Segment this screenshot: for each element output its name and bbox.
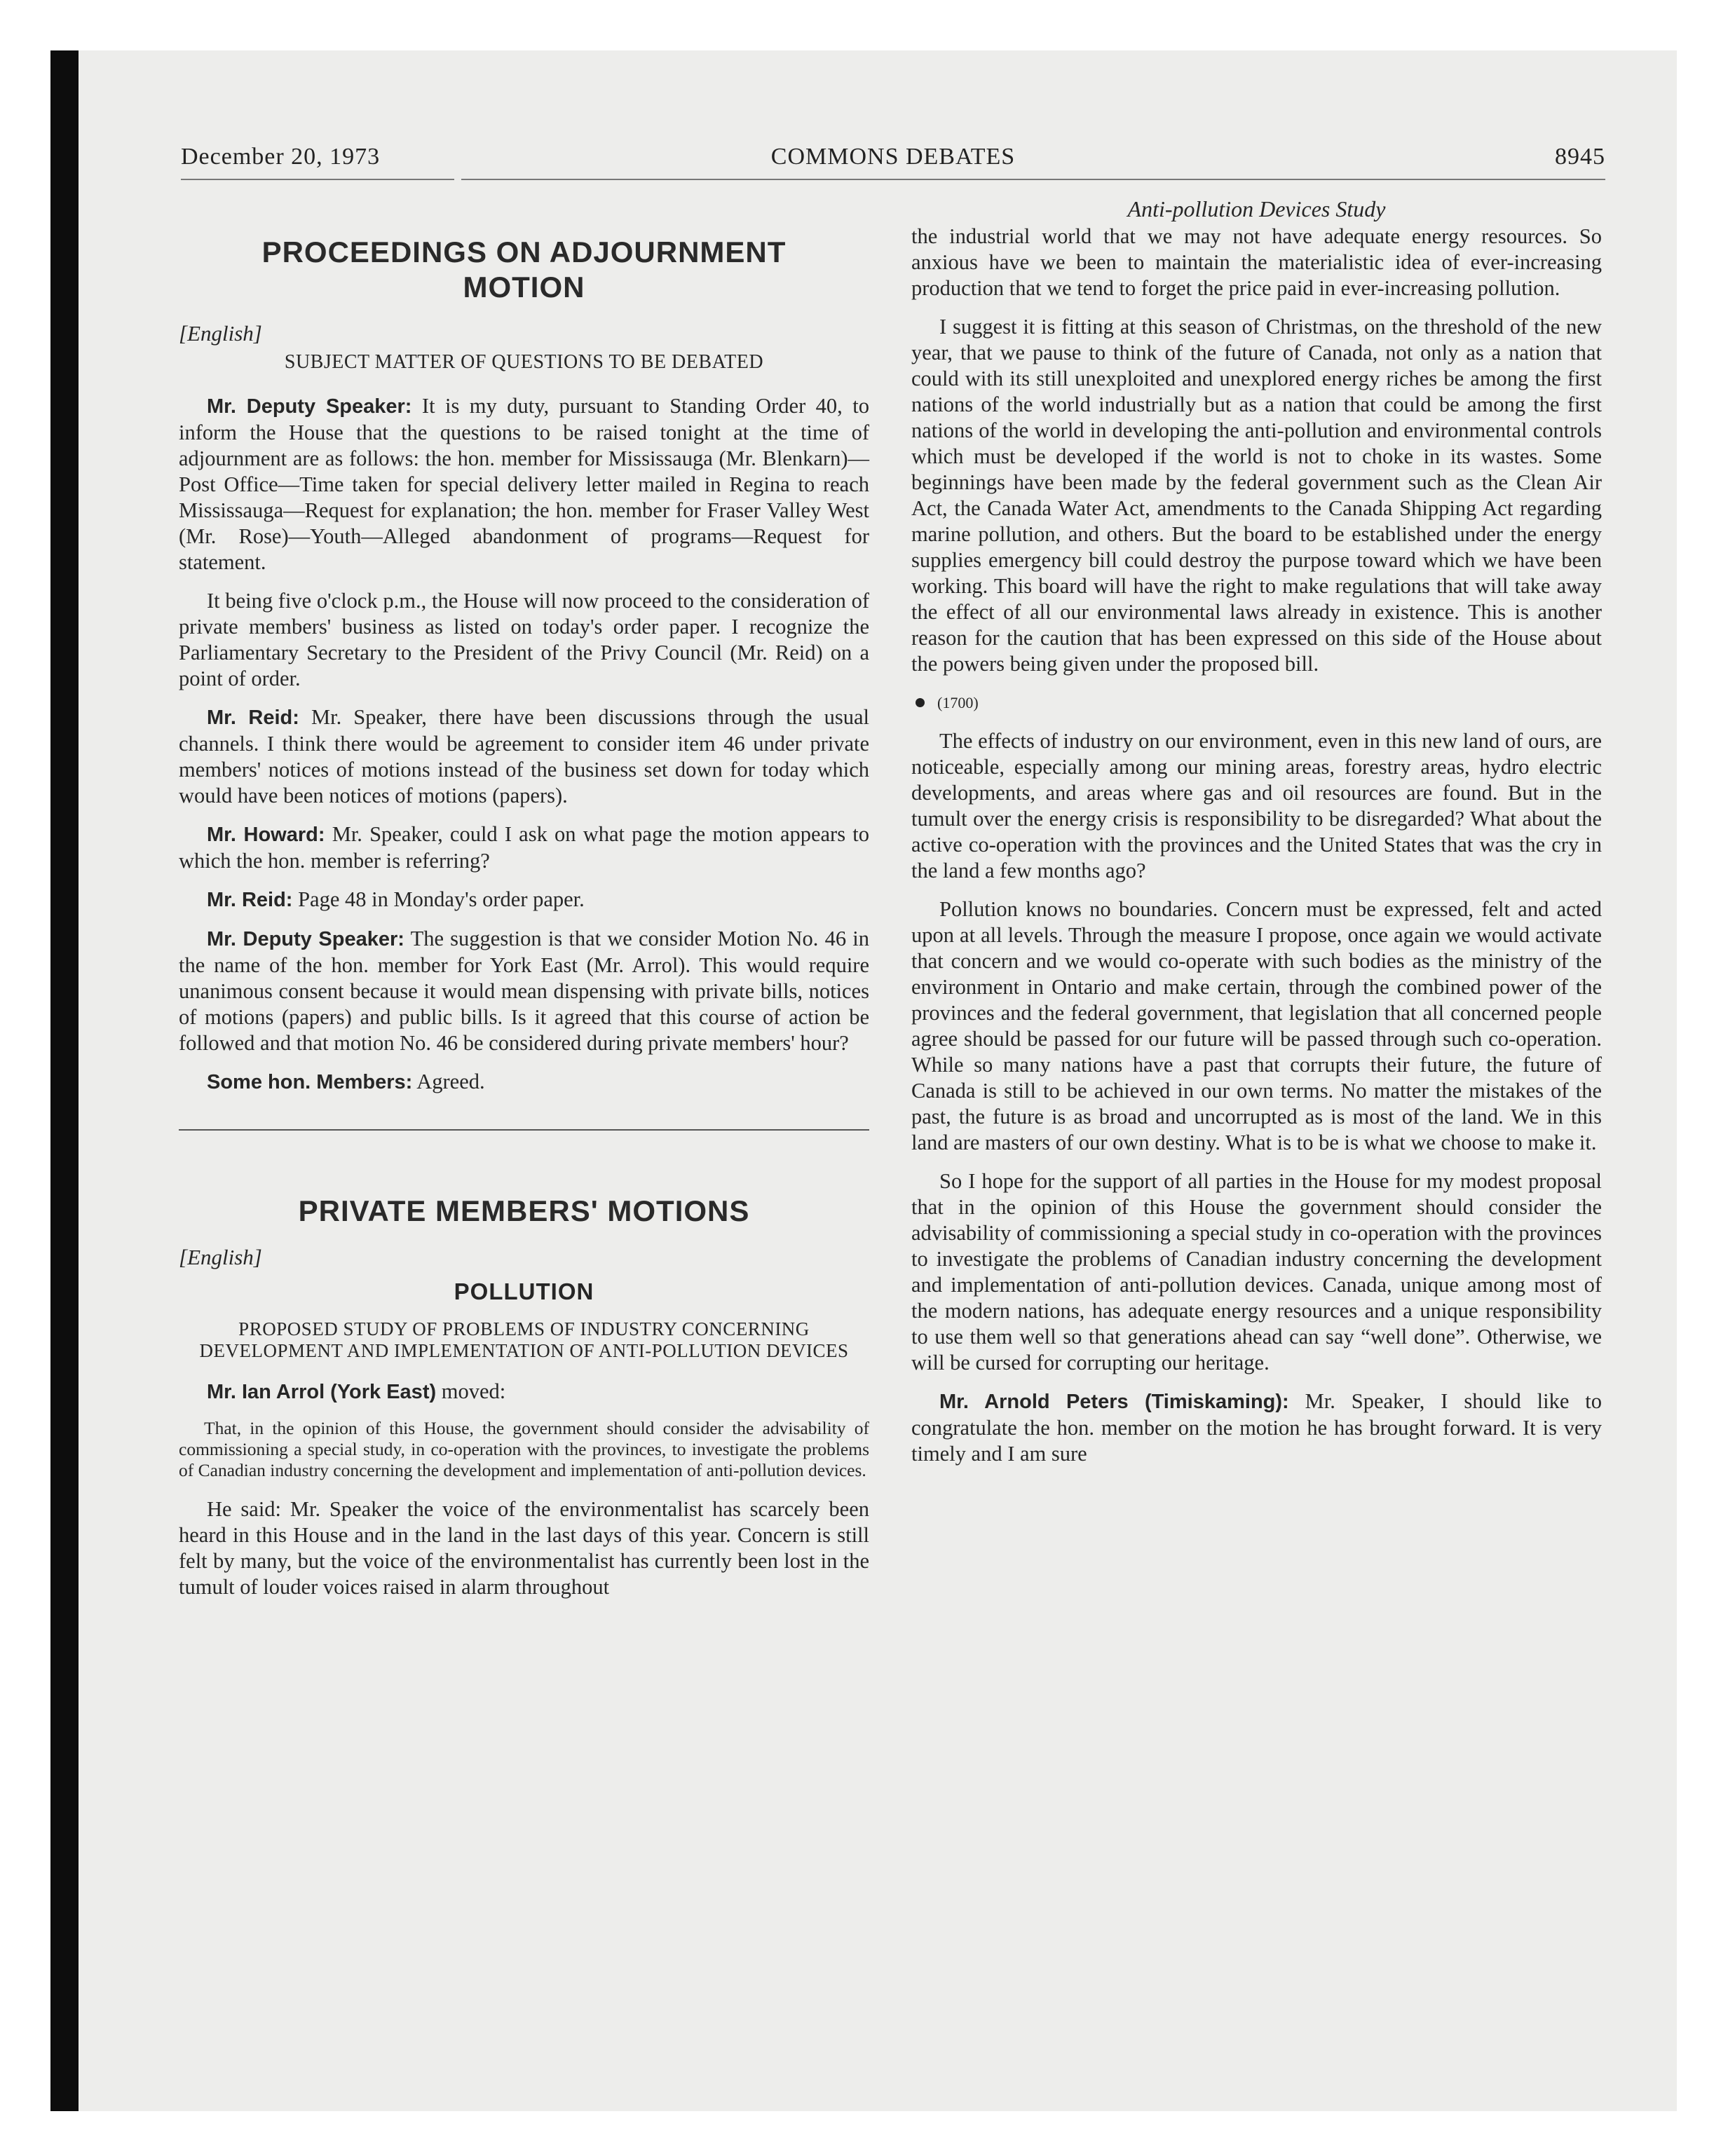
speaker-name: Mr. Reid:	[207, 707, 299, 729]
bullet-icon	[916, 698, 925, 707]
running-head: Anti-pollution Devices Study	[1127, 196, 1386, 221]
paragraph: He said: Mr. Speaker the voice of the environmentalist has scarcely been heard in this House and in the land in the last days of this year. Concern is still felt by many, but the voice of the environmentalist has currently been lost in the tumult of louder voices raised in alarm throughout	[179, 1497, 869, 1599]
paragraph-text: Mr. Speaker, there have been discussions through the usual channels. I think there would be agreement to consider item 46 under private members' notices of motions instead of the business set down for today which would have been notices of motions (papers).	[179, 705, 869, 807]
paragraph-text: The suggestion is that we consider Motion No. 46 in the name of the hon. member for York East (Mr. Arrol). This would require unanimous consent because it would mean dispensing with private bills, notices of motions (papers) and public bills. Is it agreed that this course of action be followed and that motion No. 46 be considered during private members' hour?	[179, 927, 869, 1055]
paragraph: The effects of industry on our environment, even in this new land of ours, are noticeable, especially among our mining areas, forestry areas, hydro electric developments, and areas where gas and oil resources are found. But in the tumult over the energy crisis is responsibility to be disregarded? What about the active co-operation with the provinces and the United States that was the cry in the land a few months ago?	[911, 729, 1602, 882]
speaker-name: Some hon. Members:	[207, 1071, 413, 1093]
paragraph: So I hope for the support of all parties in the House for my modest proposal that in the opinion of this House the government should consider the advisability of commissioning a special study in co-operation with the provinces to investigate the problems of Canadian industry concerning the development and implementation of anti-pollution devices. Canada, unique among most of the modern nations, has adequate energy resources and a unique responsibility to use them well so that generations ahead can say “well done”. Otherwise, we will be cursed for corrupting our heritage.	[911, 1169, 1602, 1374]
paragraph: the industrial world that we may not have adequate energy resources. So anxious have we been to maintain the materialistic idea of ever-increasing production that we tend to forget the price paid in ever-increasing pollution.	[911, 224, 1602, 300]
paragraph-text: Page 48 in Monday's order paper.	[292, 887, 585, 911]
section-title-line-1: PROCEEDINGS ON ADJOURNMENT	[261, 236, 787, 268]
paragraph: It being five o'clock p.m., the House will now proceed to the consideration of private members' business as listed on today's order paper. I recognize the Parliamentary Secretary to the President of the Privy Council (Mr. Reid) on a point of order.	[179, 589, 869, 690]
left-column	[179, 196, 869, 1613]
section-title-adjournment	[179, 235, 869, 305]
topic-heading: POLLUTION	[454, 1278, 594, 1304]
language-marker: [English]	[179, 1245, 262, 1269]
paragraph-text: Agreed.	[412, 1070, 485, 1093]
subject-heading: SUBJECT MATTER OF QUESTIONS TO BE DEBATED	[284, 351, 764, 373]
paragraph-text: Mr. Speaker, could I ask on what page the motion appears to which the hon. member is referring?	[179, 822, 869, 873]
speaker-name: Mr. Arnold Peters (Timiskaming):	[939, 1391, 1289, 1413]
motion-subheading: PROPOSED STUDY OF PROBLEMS OF INDUSTRY CONCERNING DEVELOPMENT AND IMPLEMENTATION OF ANTI-POLLUTION DEVICES	[199, 1318, 849, 1361]
paragraph	[179, 393, 869, 575]
speaker-name: Mr. Deputy Speaker:	[207, 395, 412, 418]
scan-edge	[50, 50, 79, 2111]
section-title-private-members: PRIVATE MEMBERS' MOTIONS	[298, 1194, 750, 1227]
paragraph: I suggest it is fitting at this season of Christmas, on the threshold of the new year, that we pause to think of the future of Canada, not only as a nation that could with its still unexploited and unexplored energy riches be among the first nations of the world industrially but as a nation that could be among the first nations of the world in developing the anti-pollution and environmental controls which must be developed if the world is not to choke in its wastes. Some beginnings have been made by the federal government such as the Clean Air Act, the Canada Water Act, amendments to the Canada Shipping Act regarding marine pollution, and others. But the board to be established under the energy supplies emergency bill could destroy the purpose toward which we have been working. This board will have the right to make regulations that will take away the effect of all our environmental laws already in existence. This is another reason for the caution that has been expressed on this side of the House about the powers being given under the proposed bill.	[911, 315, 1602, 676]
paragraph	[179, 1379, 869, 1405]
header-page-number: 8945	[1555, 144, 1605, 170]
paragraph-text: Mr. Speaker, I should like to congratulate the hon. member on the motion he has brought forward. It is very timely and I am sure	[911, 1389, 1602, 1466]
motion-text: That, in the opinion of this House, the government should consider the advisability of commissioning a special study, in co-operation with the provinces, to investigate the problems of Canadian industry concerning the development and implementation of anti-pollution devices.	[179, 1418, 869, 1480]
speaker-name: Mr. Ian Arrol (York East)	[207, 1381, 437, 1403]
paragraph	[179, 1069, 869, 1096]
paragraph-text: It is my duty, pursuant to Standing Order 40, to inform the House that the questions to be raised tonight at the time of adjournment are as follows: the hon. member for Mississauga (Mr. Blenkarn)—Post Office—Time taken for special delivery letter mailed in Regina to reach Mississauga—Request for explanation; the hon. member for Fraser Valley West (Mr. Rose)—Youth—Alleged abandonment of programs—Request for statement.	[179, 394, 869, 574]
paragraph	[179, 887, 869, 913]
right-column	[911, 196, 1602, 1480]
header-rule-left	[181, 179, 454, 180]
timestamp-marker	[911, 690, 1602, 716]
paragraph	[179, 704, 869, 809]
section-title-line-2: MOTION	[463, 271, 585, 303]
section-divider	[179, 1129, 869, 1131]
header-publication: COMMONS DEBATES	[770, 144, 1016, 170]
paragraph-text: moved:	[436, 1379, 506, 1403]
page-header	[181, 144, 1605, 186]
language-marker: [English]	[179, 321, 262, 346]
paragraph	[911, 1389, 1602, 1467]
speaker-name: Mr. Reid:	[207, 889, 293, 911]
paragraph	[179, 821, 869, 874]
header-rule	[461, 179, 1605, 180]
timestamp: (1700)	[937, 694, 979, 711]
speaker-name: Mr. Deputy Speaker:	[207, 928, 404, 950]
paragraph	[179, 926, 869, 1056]
speaker-name: Mr. Howard:	[207, 824, 325, 846]
header-date: December 20, 1973	[181, 144, 381, 170]
paragraph: Pollution knows no boundaries. Concern must be expressed, felt and acted upon at all levels. Through the measure I propose, once again we would activate that concern and we would co-operate with such bodies as the ministry of the environment in Ontario and make certain, through the combined power of the provinces and the federal government, that legislation that all concerned people agree should be passed for our future will be passed through such co-operation. While so many nations have a past that corrupts their future, the future of Canada is still to be achieved in our own terms. No matter the mistakes of the past, the future is as broad and uncorrupted as is most of the land. We in this land are masters of our own destiny. What is to be is what we choose to make it.	[911, 897, 1602, 1154]
